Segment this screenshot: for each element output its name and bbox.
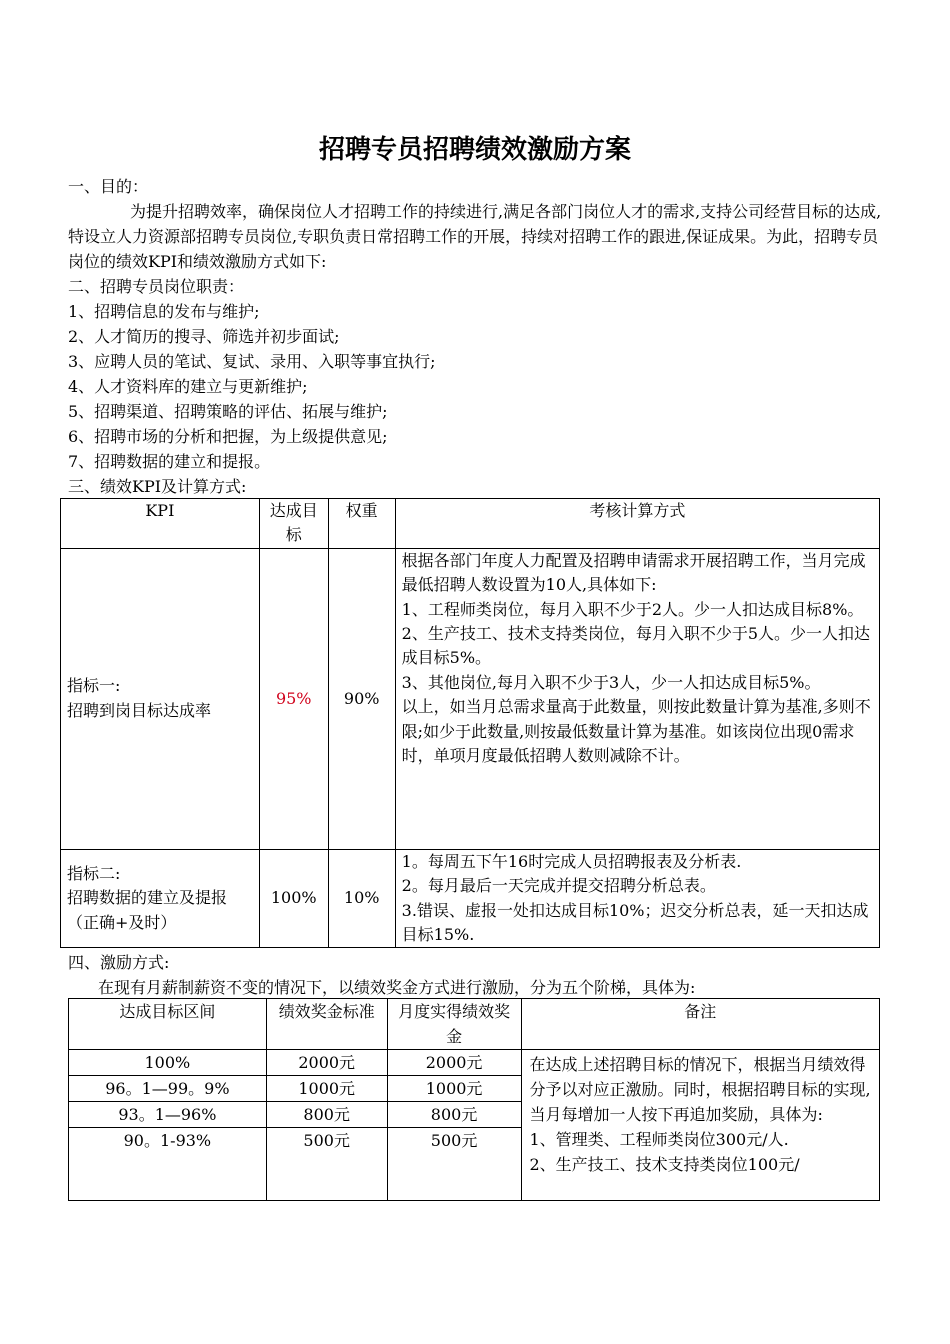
kpi-name-cell — [61, 849, 260, 948]
kpi-header-weight: 权重 — [328, 499, 395, 549]
duty-item: 5、招聘渠道、招聘策略的评估、拓展与维护; — [68, 402, 388, 421]
duty-item: 3、应聘人员的笔试、复试、录用、入职等事宜执行; — [68, 352, 436, 371]
range-cell: 96。1—99。9% — [69, 1076, 267, 1102]
kpi-label: 指标二: — [67, 864, 121, 884]
table-row — [61, 849, 880, 948]
kpi-header-method: 考核计算方式 — [395, 499, 879, 549]
incentive-paragraph: 在现有月薪制薪资不变的情况下，以绩效奖金方式进行激励，分为五个阶梯，具体为: — [98, 978, 696, 997]
range-cell: 93。1—96% — [69, 1102, 267, 1128]
bonus-header-row — [69, 999, 880, 1050]
method-line: 3、其他岗位,每月入职不少于3人，少一人扣达成目标5%。 — [401, 672, 821, 692]
kpi-header-target: 达成目标 — [259, 499, 328, 549]
kpi-weight-cell: 90% — [328, 548, 395, 849]
purpose-paragraph: 为提升招聘效率，确保岗位人才招聘工作的持续进行,满足各部门岗位人才的需求,支持公司经营目标的达成,特设立人力资源部招聘专员岗位,专职负责日常招聘工作的开展，持续对招聘工作的跟进,保证成果。为此，招聘专员岗位的绩效KPI和绩效激励方式如下: — [68, 202, 882, 271]
method-line: 1。每周五下午16时完成人员招聘报表及分析表. — [401, 851, 742, 871]
actual-cell: 800元 — [387, 1102, 521, 1128]
kpi-table — [60, 498, 880, 948]
kpi-name-cell — [61, 548, 260, 849]
kpi-target-cell: 100% — [259, 849, 328, 948]
standard-cell: 2000元 — [266, 1050, 387, 1076]
note-line: 2、生产技工、技术支持类岗位100元/ — [529, 1155, 800, 1174]
actual-cell: 500元 — [387, 1128, 521, 1201]
note-line: 在达成上述招聘目标的情况下，根据当月绩效得分予以对应正激励。同时，根据招聘目标的实现,当月每增加一人按下再追加奖励，具体为: — [529, 1055, 871, 1124]
duty-item: 2、人才简历的搜寻、筛选并初步面试; — [68, 327, 340, 346]
table-row — [61, 548, 880, 849]
duty-item: 7、招聘数据的建立和提报。 — [68, 452, 271, 471]
kpi-method-cell — [395, 548, 879, 849]
page-title: 招聘专员招聘绩效激励方案 — [318, 135, 631, 165]
kpi-weight-cell: 10% — [328, 849, 395, 948]
standard-cell: 800元 — [266, 1102, 387, 1128]
bonus-header-standard: 绩效奖金标准 — [266, 999, 387, 1050]
section-4-heading: 四、激励方式: — [68, 953, 170, 972]
section-4 — [68, 950, 883, 1000]
method-line: 2。每月最后一天完成并提交招聘分析总表。 — [401, 876, 716, 896]
duty-item: 6、招聘市场的分析和把握，为上级提供意见; — [68, 427, 388, 446]
actual-cell: 2000元 — [387, 1050, 521, 1076]
bonus-header-actual: 月度实得绩效奖金 — [387, 999, 521, 1050]
bonus-header-range: 达成目标区间 — [69, 999, 267, 1050]
method-line: 以上，如当月总需求量高于此数量，则按此数量计算为基准,多则不限;如少于此数量,则按最低数量计算为基准。如该岗位出现0需求时，单项月度最低招聘人数则减除不计。 — [401, 697, 871, 766]
kpi-title: 招聘到岗目标达成率 — [67, 700, 212, 720]
section-3-heading: 三、绩效KPI及计算方式: — [68, 477, 247, 496]
method-line: 根据各部门年度人力配置及招聘申请需求开展招聘工作，当月完成最低招聘人数设置为10人,具体如下: — [401, 550, 866, 595]
actual-cell: 1000元 — [387, 1076, 521, 1102]
note-line: 1、管理类、工程师类岗位300元/人. — [529, 1130, 789, 1149]
standard-cell: 1000元 — [266, 1076, 387, 1102]
duty-item: 4、人才资料库的建立与更新维护; — [68, 377, 308, 396]
kpi-header-row — [61, 499, 880, 549]
method-line: 2、生产技工、技术支持类岗位，每月入职不少于5人。少一人扣达成目标5%。 — [401, 624, 871, 668]
duty-item: 1、招聘信息的发布与维护; — [68, 302, 260, 321]
section-1 — [68, 174, 883, 499]
kpi-method-cell — [395, 849, 879, 948]
range-cell: 100% — [69, 1050, 267, 1076]
section-2-heading: 二、招聘专员岗位职责： — [68, 277, 245, 296]
kpi-label: 指标一: — [67, 676, 121, 696]
section-1-heading: 一、目的： — [68, 177, 149, 196]
bonus-note-cell — [521, 1050, 880, 1201]
method-line: 3.错误、虚报一处扣达成目标10%；迟交分析总表，延一天扣达成目标15%. — [401, 900, 869, 945]
table-row — [69, 1050, 880, 1076]
kpi-header-kpi: KPI — [61, 499, 260, 549]
method-line: 1、工程师类岗位，每月入职不少于2人。少一人扣达成目标8%。 — [401, 599, 864, 619]
bonus-header-note: 备注 — [521, 999, 880, 1050]
standard-cell: 500元 — [266, 1128, 387, 1201]
range-cell: 90。1-93% — [69, 1128, 267, 1201]
kpi-title: 招聘数据的建立及提报（正确+及时） — [67, 888, 228, 932]
bonus-table — [68, 998, 880, 1201]
kpi-target-cell: 95% — [259, 548, 328, 849]
